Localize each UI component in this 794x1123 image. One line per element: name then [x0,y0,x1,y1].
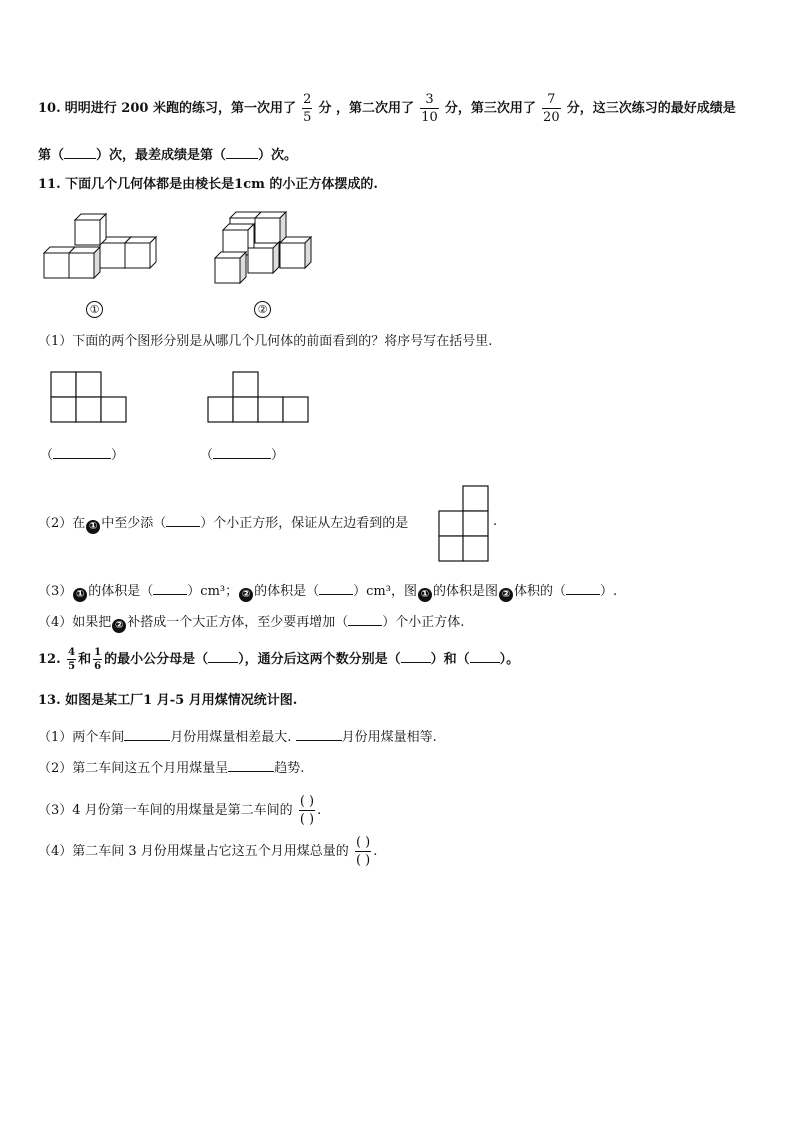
q10-text-2: 分 ，第二次用了 [318,101,415,116]
q11-sub4: （4）如果把 ② 补搭成一个大正方体，至少要再增加（ ）个小正方体. [38,612,464,633]
answer-blank[interactable] [213,445,271,459]
answer-paren-b: （ ） [200,445,284,465]
q13-title: 13. 如图是某工厂1 月-5 月用煤情况统计图. [38,693,298,708]
circled-two-icon: ② [499,588,513,602]
answer-blank[interactable] [53,445,111,459]
fraction-7-20: $\frac{7}{20}$ [543,92,560,125]
answer-blank[interactable] [296,727,342,741]
circled-two-icon: ② [239,588,253,602]
answer-fraction[interactable]: $\frac{( )}{( )}$ [355,835,371,868]
circled-one-icon: ① [418,588,432,602]
front-view-b [207,371,313,425]
q13-sub2: （2）第二车间这五个月用煤量呈 趋势. [38,758,304,778]
fraction-4-5: $\frac{4}{5}$ [68,647,76,672]
q13-sub4: （4）第二车间 3 月份用煤量占它这五个月用煤总量的 $\frac{( )}{( )}$ . [38,835,378,868]
q10-line1 [38,92,736,125]
fraction-3-10: $\frac{3}{10}$ [421,92,438,125]
answer-blank[interactable] [208,649,238,663]
q10-line2: 第（ ）次，最差成绩是第（ ）次。 [38,145,297,165]
q10-text-1: 明明进行 200 米跑的练习，第一次用了 [64,101,296,116]
front-view-a [50,371,130,425]
answer-blank[interactable] [124,727,170,741]
q12-line: 12. $\frac{4}{5}$ 和 $\frac{1}{6}$ 的最小公分母是（ ），通分后这两个数分别是（ ）和（ ）。 [38,647,520,672]
figure-label-2: ② [254,298,271,318]
q10-text-3: 分，第三次用了 [444,101,536,116]
answer-paren-a: （ ） [40,445,124,465]
q11-title: 11. 下面几个几何体都是由棱长是1cm 的小正方体摆成的. [38,177,378,192]
q13-sub3: （3）4 月份第一车间的用煤量是第二车间的 $\frac{( )}{( )}$ . [38,794,322,827]
circled-two-icon: ② [112,619,126,633]
circled-one-icon: ① [73,588,87,602]
answer-blank[interactable] [226,145,258,159]
q10-text-4: 分，这三次练习的最好成绩是 [566,101,736,116]
q11-sub1: （1）下面的两个图形分别是从哪几个几何体的前面看到的？将序号写在括号里. [38,334,493,349]
answer-blank[interactable] [64,145,96,159]
question-number: 10. [38,101,61,116]
answer-blank[interactable] [228,758,274,772]
solid-figure-1 [38,208,163,283]
answer-blank[interactable] [470,649,500,663]
answer-blank[interactable] [319,581,353,595]
fraction-2-5: $\frac{2}{5}$ [303,92,312,125]
answer-blank[interactable] [153,581,187,595]
answer-fraction[interactable]: $\frac{( )}{( )}$ [299,794,315,827]
figure-label-1: ① [86,298,103,318]
q13-sub1: （1）两个车间 月份用煤量相差最大. 月份用煤量相等. [38,727,437,747]
q11-sub2-end: . [493,514,498,529]
q11-sub3: （3） ① 的体积是（ ）cm³； ② 的体积是（ ）cm³，图 ① 的体积是图 ② 体积的（ ）. [38,581,617,602]
q11-sub2: （2）在 ① 中至少添（ ）个小正方形，保证从左边看到的是 [38,513,408,534]
left-view-figure [438,485,490,563]
solid-figure-2 [210,208,320,288]
answer-blank[interactable] [166,513,200,527]
answer-blank[interactable] [401,649,431,663]
answer-blank[interactable] [348,612,382,626]
answer-blank[interactable] [566,581,600,595]
circled-one-icon: ① [86,520,100,534]
fraction-1-6: $\frac{1}{6}$ [94,647,102,672]
